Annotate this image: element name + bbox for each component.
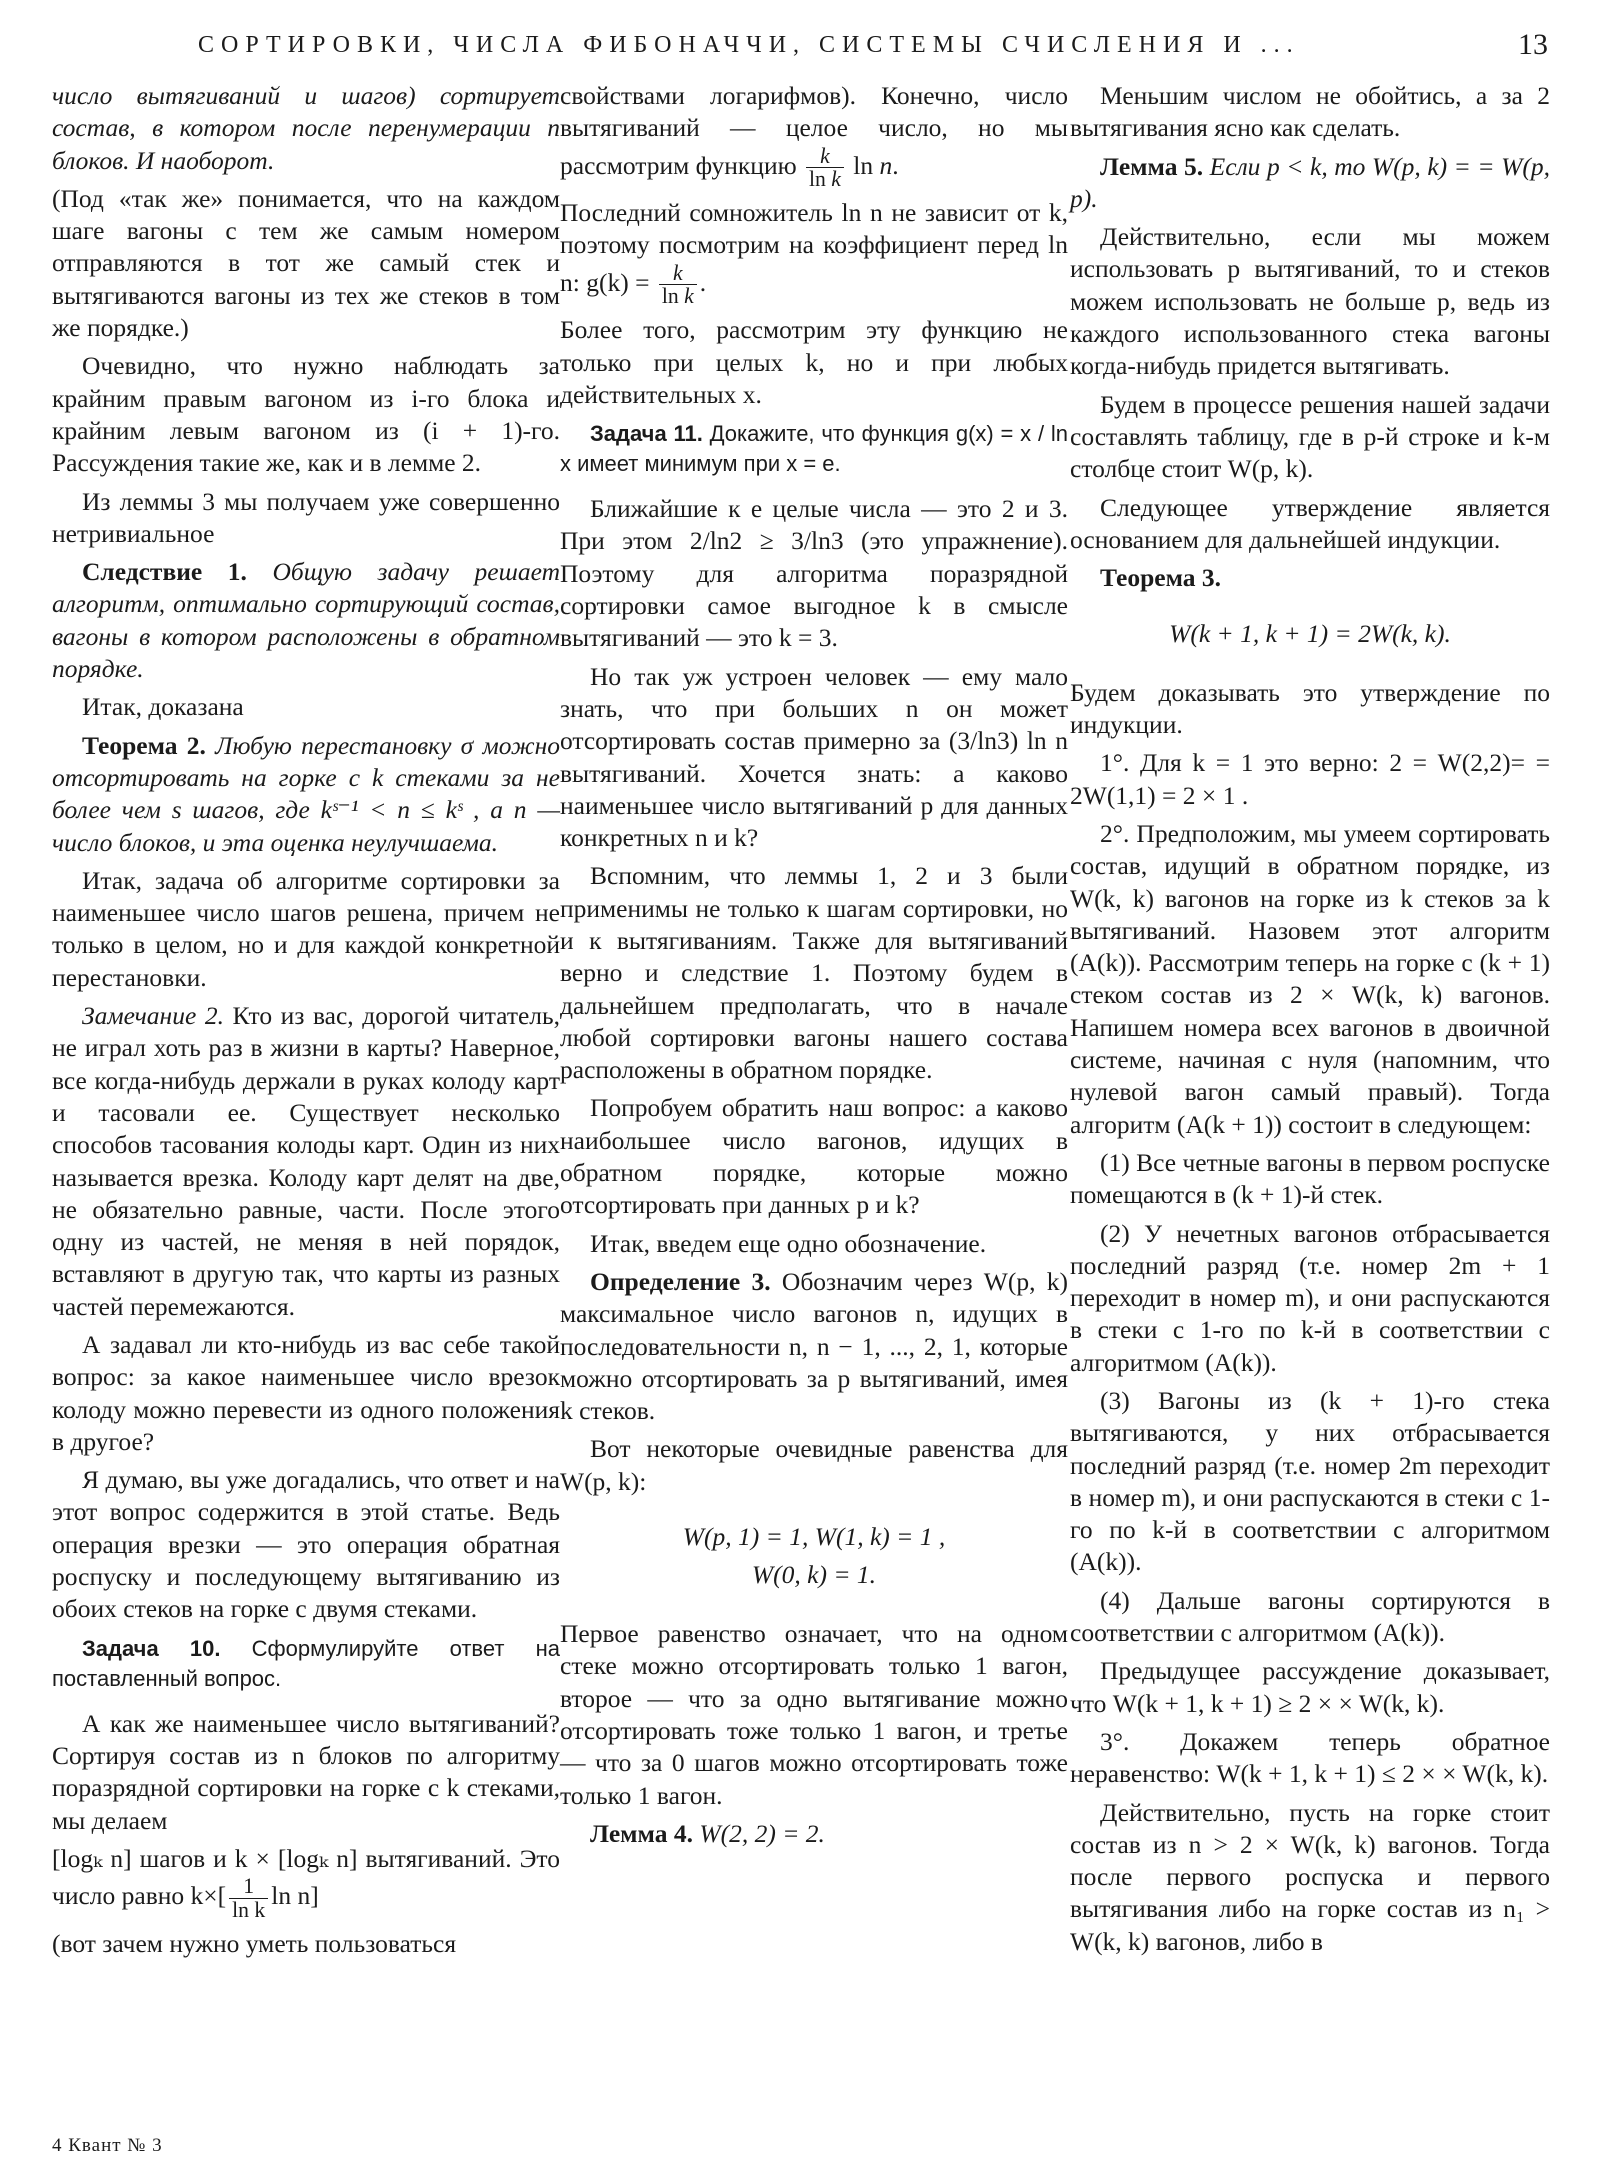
theorem-equation: W(k + 1, k + 1) = 2W(k, k). [1169,619,1451,649]
paragraph: А как же наименьшее число вытягиваний? Сортируя состав из n блоков по алгоритму поразрядной сортировки на горке с k стеками, мы делаем [52,1708,560,1835]
lemma-text: Если p < k, то W(p, k) = = W(p, p). [1070,151,1550,213]
step-2: (2) У нечетных вагонов отбрасывается последний разряд (т.е. номер 2m + 1 переходит в номер m), и они распускаются в стеки с 1-го по k-й в соответствии с алгоритмом (A(k)). [1070,1218,1550,1377]
task-text: Сформулируйте ответ на поставленный вопрос. [52,1635,560,1691]
running-header [198,28,1548,68]
running-title: СОРТИРОВКИ, ЧИСЛА ФИБОНАЧЧИ, СИСТЕМЫ СЧИСЛЕНИЯ И ... [198,32,1300,58]
paragraph: Более того, рассмотрим эту функцию не только при целых k, но и при любых действительных x. [560,315,1068,409]
paragraph: Ближайшие к e целые числа — это 2 и 3. При этом 2/ln2 ≥ 3/ln3 (это упражнение). Поэтому для алгоритма поразрядной сортировки самое выгодное k в смысле вытягиваний — это k = 3. [560,494,1068,653]
paragraph: Действительно, если мы можем использовать p вытягиваний, то и стеков можем использовать не больше p, ведь из каждого использованного стека вагоны когда-нибудь придется вытягивать. [1070,222,1550,381]
step-1: (1) Все четные вагоны в первом роспуске помещаются в (k + 1)-й стек. [1070,1147,1550,1210]
signature-mark: 4 Квант № 3 [52,2135,163,2156]
task-11 [560,419,1068,479]
paragraph: Вот некоторые очевидные равенства для W(p, k): [560,1434,1068,1496]
corollary-1 [52,556,560,685]
column-2 [560,80,1068,1856]
remark-text: Кто из вас, дорогой читатель, не играл хоть раз в жизни в карты? Наверное, все когда-нибудь держали в руках колоду карт и тасовали ее. Существует несколько способов тасования колоды карт. Один из них называется врезка. Колоду карт делят на две, не обязательно равные, части. После этого одну из частей, не меняя в ней порядок, вставляют в другую так, что карты из разных частей перемежаются. [52,1001,561,1321]
column-3 [1070,80,1550,1964]
paragraph: свойствами логарифмов). Конечно, число вытягиваний — целое число, но мы рассмотрим функцию $\frac{k}{\text{ln k}}$ ln n. [560,81,1068,192]
paragraph: Следующее утверждение является основанием для дальнейшей индукции. [1070,492,1550,554]
definition-3 [560,1266,1068,1427]
paragraph: Последний сомножитель ln n не зависит от k, поэтому посмотрим на коэффициент перед ln n: g(k) = $\frac{k}{\text{ln k}}$ . [560,198,1068,309]
paragraph: Действительно, пусть на горке стоит состав из n > 2 × W(k, k) вагонов. Тогда после первого роспуска и первого вытягивания либо на горке состав из n₁ > W(k, k) вагонов, либо в [1070,1797,1550,1956]
paragraph: Итак, доказана [82,692,244,722]
paragraph: [logₖ n] шагов и k × [logₖ n] вытягиваний. Это число равно k×[ $\frac{1}{\text{ln k}}$ ln n] [52,1843,560,1922]
task-label: Задача 11. [590,421,703,447]
paragraph: 3°. Докажем теперь обратное неравенство: W(k + 1, k + 1) ≤ 2 × × W(k, k). [1070,1726,1550,1789]
lemma-5 [1070,151,1550,216]
lemma-4 [560,1818,1068,1850]
paragraph: Попробуем обратить наш вопрос: а каково наибольшее число вагонов, идущих в обратном порядке, которые можно отсортировать при данных p и k? [560,1093,1068,1220]
paragraph: 1°. Для k = 1 это верно: 2 = W(2,2)= = 2W(1,1) = 2 × 1 . [1070,748,1550,810]
corollary-label: Следствие 1. [82,557,247,587]
paragraph: Из леммы 3 мы получаем уже совершенно нетривиальное [52,486,560,548]
paragraph: число вытягиваний и шагов) сортирует состав, в котором после перенумерации n блоков. И наоборот. [52,81,560,175]
paragraph: Очевидно, что нужно наблюдать за крайним правым вагоном из i-го блока и крайним левым вагоном из (i + 1)-го. Рассуждения такие же, как и в лемме 2. [52,351,560,478]
paragraph: Я думаю, вы уже догадались, что ответ и на этот вопрос содержится в этой статье. Ведь операция врезки — это операция обратная роспуску и последующему вытягиванию из обоих стеков на горке с двумя стеками. [52,1465,560,1624]
theorem-label: Теорема 2. [82,730,206,760]
theorem-2 [52,730,560,859]
task-10 [52,1634,560,1694]
theorem-text: Любую перестановку σ можно отсортировать на горке с k стеками за не более чем s шагов, где kˢ⁻¹ < n ≤ kˢ , а n — число блоков, и эта оценка неулучшаема. [52,730,560,857]
formula-text: [logₖ n] шагов и k × [logₖ n] вытягиваний. Это число равно [52,1843,560,1911]
paragraph: А задавал ли кто-нибудь из вас себе такой вопрос: за какое наименьшее число врезок колоду можно перевести из одного положения в другое? [52,1329,560,1456]
remark-label: Замечание 2. [82,1001,224,1031]
paragraph: (вот зачем нужно уметь пользоваться [52,1928,457,1958]
paragraph: Будем в процессе решения нашей задачи составлять таблицу, где в p-й строке и k-м столбце стоит W(p, k). [1070,389,1550,484]
lemma-text: W(2, 2) = 2. [699,1818,825,1848]
fraction: $\frac{1}{\text{ln k}}$ [229,1875,268,1922]
paragraph: Итак, введем еще одно обозначение. [590,1228,987,1258]
remark-2 [52,1000,560,1323]
definition-text: Обозначим через W(p, k) максимальное число вагонов n, идущих в последовательности n, n − 1, ..., 2, 1, которые можно отсортировать за p вытягиваний, имея k стеков. [560,1266,1068,1426]
paragraph: Предыдущее рассуждение доказывает, что W(k + 1, k + 1) ≥ 2 × × W(k, k). [1070,1656,1550,1718]
paragraph: Вспомним, что леммы 1, 2 и 3 были применимы не только к шагам сортировки, но и к вытягиваниям. Также для вытягиваний верно и следствие 1. Поэтому будем в дальнейшем предполагать, что в начале любой сортировки вагоны нашего состава расположены в обратном порядке. [560,861,1068,1085]
corollary-text: Общую задачу решает алгоритм, оптимально сортирующий состав, вагоны в котором расположены в обратном порядке. [52,557,561,684]
formula-text: Последний сомножитель ln n не зависит от k, поэтому посмотрим на коэффициент перед ln n: g(k) = [560,198,1068,297]
paragraph: Итак, задача об алгоритме сортировки за наименьшее число шагов решена, причем не только в целом, но и для каждой конкретной перестановки. [52,865,560,992]
lemma-label: Лемма 5. [1100,151,1204,181]
definition-label: Определение 3. [590,1266,771,1296]
task-label: Задача 10. [82,1635,221,1661]
theorem-3 [1070,562,1550,594]
step-3: (3) Вагоны из (k + 1)-го стека вытягиваются, у них отбрасывается последний разряд (т.е. номер 2m переходит в номер m), и они распускаются в стеки с 1-го по k-й в соответствии с алгоритмом (A(k)). [1070,1385,1550,1577]
paragraph: Меньшим числом не обойтись, а за 2 вытягивания ясно как сделать. [1070,81,1550,143]
theorem-label: Теорема 3. [1100,563,1222,593]
fraction: $\frac{k}{\text{ln k}}$ [659,262,697,309]
step-4: (4) Дальше вагоны сортируются в соответствии с алгоритмом (A(k)). [1070,1585,1550,1648]
paragraph: Но так уж устроен человек — ему мало знать, что при больших n он может отсортировать состав примерно за (3/ln3) ln n вытягиваний. Хочется знать: а каково наименьшее число вытягиваний p для данных конкретных n и k? [560,661,1068,853]
paragraph: Будем доказывать это утверждение по индукции. [1070,677,1550,740]
fraction: $\frac{k}{\text{ln k}}$ [806,145,844,192]
lemma-label: Лемма 4. [590,1818,693,1848]
equation-line: W(0, k) = 1. [751,1560,877,1590]
equation-line: W(p, 1) = 1, W(1, k) = 1 , [682,1522,946,1552]
task-text: Докажите, что функция g(x) = x / ln x имеет минимум при x = e. [560,421,1068,477]
column-1 [52,80,560,1966]
page-number: 13 [1518,28,1548,61]
paragraph: Первое равенство означает, что на одном стеке можно отсортировать только 1 вагон, второе — что за одно вытягивание можно отсортировать тоже только 1 вагон, и третье — что за 0 шагов можно отсортировать тоже только 1 вагон. [560,1619,1068,1810]
paragraph: 2°. Предположим, мы умеем сортировать состав, идущий в обратном порядке, из W(k, k) вагонов на горке из k стеков за k вытягиваний. Назовем этот алгоритм (A(k)). Рассмотрим теперь на горке с (k + 1) стеком состав из 2 × W(k, k) вагонов. Напишем номера всех вагонов в двоичной системе, начиная с нуля (напомним, что нулевой вагон самый правый). Тогда алгоритм (A(k + 1)) состоит в следующем: [1070,818,1550,1139]
paragraph: (Под «так же» понимается, что на каждом шаге вагоны с тем же самым номером отправляются в тот же самый стек и вытягиваются вагоны из тех же стеков в том же порядке.) [52,183,560,343]
equation-block [560,1518,1068,1594]
formula-text: свойствами логарифмов). Конечно, число вытягиваний — целое число, но мы рассмотрим функцию [560,81,1068,180]
